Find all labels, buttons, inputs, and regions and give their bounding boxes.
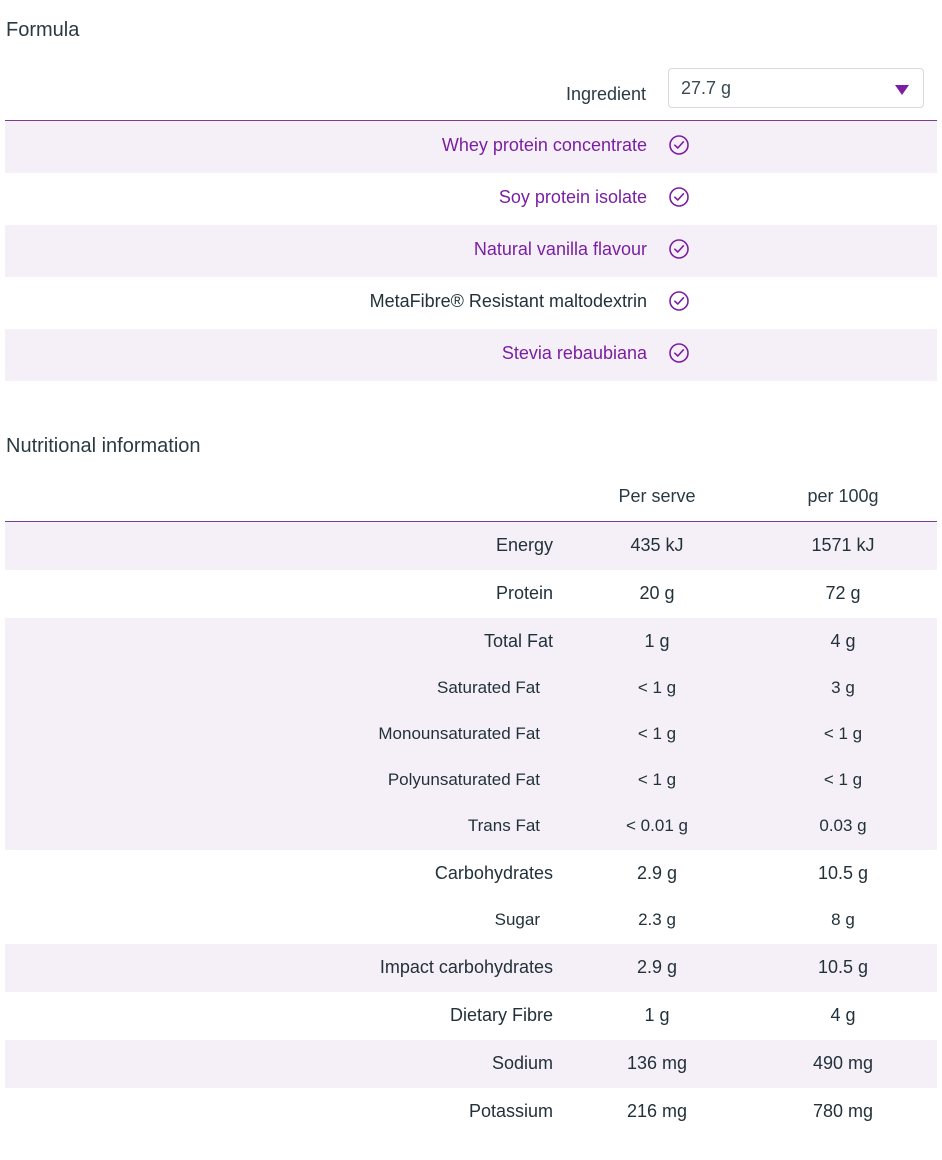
- table-row: [5, 898, 937, 944]
- table-row: [5, 804, 937, 850]
- per-serve-value: 435 kJ: [630, 535, 684, 555]
- per-100g-value: 780 mg: [812, 1101, 874, 1121]
- per-serve-value: 216 mg: [626, 1101, 688, 1121]
- table-row: [5, 712, 937, 758]
- nutrient-label: Total Fat: [483, 631, 553, 651]
- check-circle-icon: [668, 290, 690, 312]
- per-serve-value: 2.3 g: [638, 910, 676, 929]
- table-row: [5, 522, 937, 570]
- ingredient-label: Ingredient: [565, 84, 646, 104]
- ingredient-name: MetaFibre® Resistant maltodextrin: [369, 291, 647, 311]
- nutrition-title: Nutritional information: [6, 435, 201, 457]
- nutrient-label: Saturated Fat: [436, 678, 540, 697]
- table-row: [5, 1088, 937, 1136]
- per-100g-value: 3 g: [831, 678, 855, 697]
- per-100g-value: 10.5 g: [817, 863, 869, 883]
- per-serve-value: < 1 g: [637, 770, 677, 789]
- per-serve-value: 20 g: [639, 583, 675, 603]
- column-header-per-100g: per 100g: [807, 486, 879, 506]
- per-100g-value: 8 g: [831, 910, 855, 929]
- formula-title: Formula: [6, 19, 80, 41]
- per-serve-value: 1 g: [644, 1005, 670, 1025]
- per-serve-value: 2.9 g: [636, 957, 678, 977]
- check-circle-icon: [668, 186, 690, 208]
- per-serve-value: < 1 g: [637, 724, 677, 743]
- table-row: [5, 618, 937, 666]
- serving-size-select[interactable]: [668, 68, 924, 108]
- per-serve-value: < 0.01 g: [626, 816, 688, 835]
- table-row: [5, 758, 937, 804]
- table-row: [5, 1040, 937, 1088]
- per-100g-value: < 1 g: [823, 724, 863, 743]
- table-row: [5, 850, 937, 898]
- nutrient-label: Carbohydrates: [434, 863, 553, 883]
- per-100g-value: < 1 g: [823, 770, 863, 789]
- ingredient-name: Natural vanilla flavour: [473, 239, 647, 259]
- ingredient-name: Whey protein concentrate: [441, 135, 647, 155]
- nutrient-label: Impact carbohydrates: [379, 957, 553, 977]
- nutrient-label: Sodium: [491, 1053, 553, 1073]
- ingredient-name: Soy protein isolate: [498, 187, 647, 207]
- serving-size-value: 27.7 g: [681, 78, 732, 98]
- per-serve-value: 136 mg: [626, 1053, 688, 1073]
- nutrient-label: Polyunsaturated Fat: [387, 770, 540, 789]
- nutrient-label: Energy: [495, 535, 553, 555]
- per-100g-value: 4 g: [830, 1005, 856, 1025]
- per-100g-value: 490 mg: [812, 1053, 874, 1073]
- check-circle-icon: [668, 134, 690, 156]
- nutrient-label: Potassium: [468, 1101, 553, 1121]
- check-circle-icon: [668, 342, 690, 364]
- nutrient-label: Monounsaturated Fat: [378, 724, 540, 743]
- ingredient-row: [5, 225, 937, 277]
- ingredient-row: [5, 173, 937, 225]
- table-row: [5, 666, 937, 712]
- per-100g-value: 4 g: [830, 631, 856, 651]
- ingredient-row: [5, 329, 937, 381]
- per-100g-value: 10.5 g: [817, 957, 869, 977]
- nutrient-label: Dietary Fibre: [449, 1005, 553, 1025]
- ingredient-list: [5, 121, 937, 381]
- ingredient-name: Stevia rebaubiana: [501, 343, 647, 363]
- nutrient-label: Sugar: [494, 910, 540, 929]
- check-circle-icon: [668, 238, 690, 260]
- per-100g-value: 1571 kJ: [811, 535, 875, 555]
- ingredient-row: [5, 277, 937, 329]
- nutrient-label: Protein: [495, 583, 553, 603]
- ingredient-row: [5, 121, 937, 173]
- nutrient-label: Trans Fat: [467, 816, 540, 835]
- per-serve-value: 2.9 g: [636, 863, 678, 883]
- per-serve-value: 1 g: [644, 631, 670, 651]
- nutrition-table: [5, 522, 937, 1136]
- column-header-per-serve: Per serve: [618, 486, 696, 506]
- caret-down-icon: [895, 85, 909, 95]
- per-serve-value: < 1 g: [637, 678, 677, 697]
- per-100g-value: 72 g: [825, 583, 861, 603]
- table-row: [5, 992, 937, 1040]
- table-row: [5, 570, 937, 618]
- per-100g-value: 0.03 g: [819, 816, 867, 835]
- table-row: [5, 944, 937, 992]
